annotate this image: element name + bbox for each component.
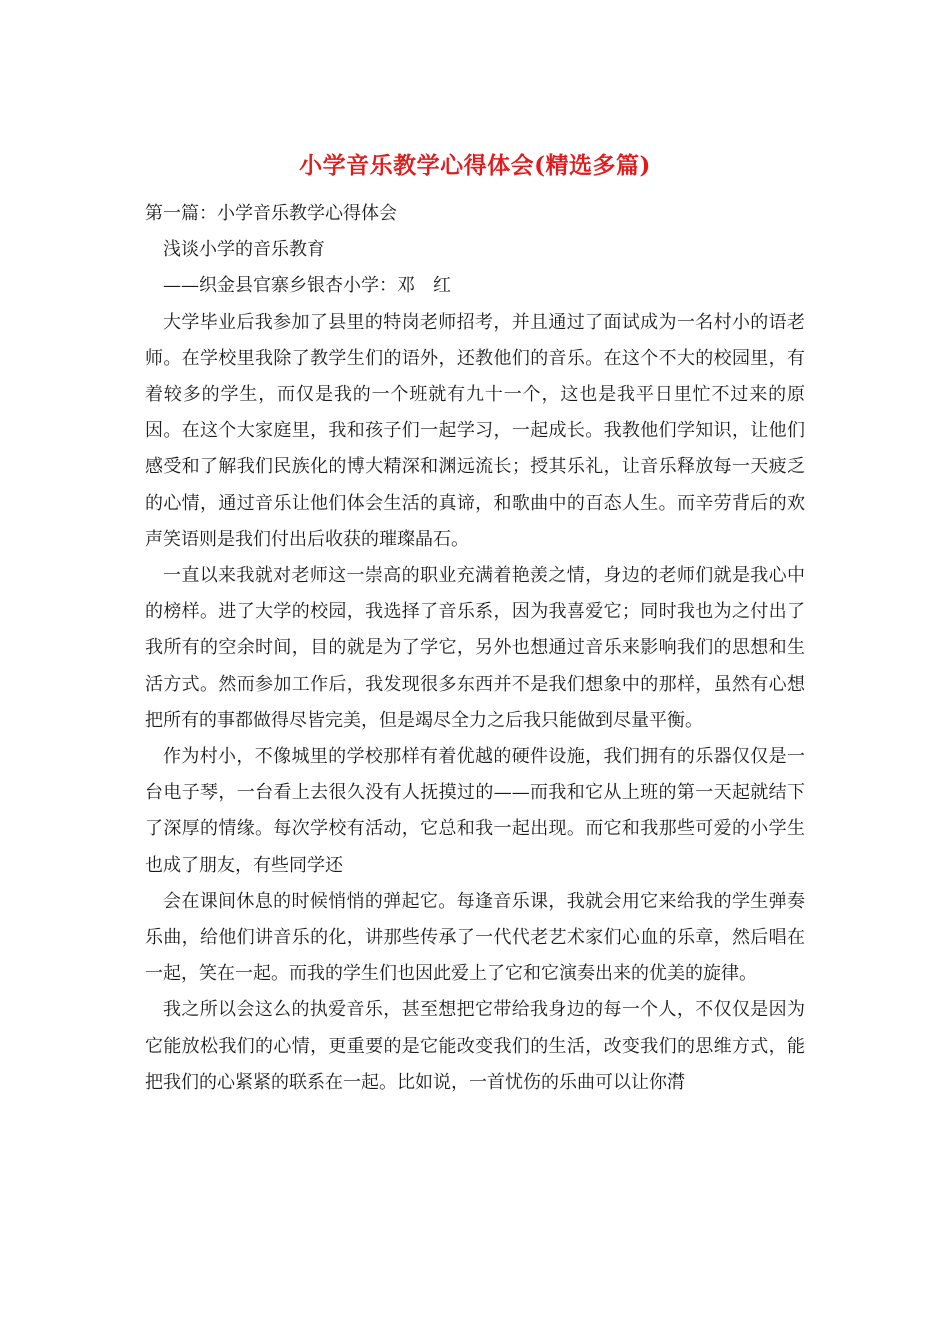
paragraph-1: 大学毕业后我参加了县里的特岗老师招考，并且通过了面试成为一名村小的语老师。在学校里我除了教学生们的语外，还教他们的音乐。在这个不大的校园里，有着较多的学生，而仅是我的一个班就有九十一个，这也是我平日里忙不过来的原因。在这个大家庭里，我和孩子们一起学习，一起成长。我教他们学知识，让他们感受和了解我们民族化的博大精深和渊远流长；授其乐礼，让音乐释放每一天疲乏的心情，通过音乐让他们体会生活的真谛，和歌曲中的百态人生。而辛劳背后的欢声笑语则是我们付出后收获的璀璨晶石。 (145, 311, 805, 550)
author-line: ——织金县官寨乡银杏小学：邓 红 (163, 275, 451, 297)
paragraph-2: 一直以来我就对老师这一崇高的职业充满着艳羡之情，身边的老师们就是我心中的榜样。进了大学的校园，我选择了音乐系，因为我喜爱它；同时我也为之付出了我所有的空余时间，目的就是为了学它，另外也想通过音乐来影响我们的思想和生活方式。然而参加工作后，我发现很多东西并不是我们想象中的那样，虽然有心想把所有的事都做得尽皆完美，但是竭尽全力之后我只能做到尽量平衡。 (145, 564, 805, 731)
section-heading: 第一篇：小学音乐教学心得体会 (145, 203, 397, 224)
document-body (145, 196, 805, 1101)
paragraph-4: 会在课间休息的时候悄悄的弹起它。每逢音乐课，我就会用它来给我的学生弹奏乐曲，给他们讲音乐的化，讲那些传承了一代代老艺术家们心血的乐章，然后唱在一起，笑在一起。而我的学生们也因此爱上了它和它演奏出来的优美的旋律。 (145, 890, 805, 985)
document-title: 小学音乐教学心得体会(精选多篇) (299, 152, 651, 179)
article-title: 浅谈小学的音乐教育 (163, 239, 325, 261)
paragraph-5: 我之所以会这么的执爱音乐，甚至想把它带给我身边的每一个人，不仅仅是因为它能放松我们的心情，更重要的是它能改变我们的生活，改变我们的思维方式，能把我们的心紧紧的联系在一起。比如说，一首忧伤的乐曲可以让你潸 (145, 999, 805, 1093)
paragraph-3: 作为村小，不像城里的学校那样有着优越的硬件设施，我们拥有的乐器仅仅是一台电子琴，一台看上去很久没有人抚摸过的——而我和它从上班的第一天起就结下了深厚的情缘。每次学校有活动，它总和我一起出现。而它和我那些可爱的小学生也成了朋友，有些同学还 (145, 746, 805, 876)
